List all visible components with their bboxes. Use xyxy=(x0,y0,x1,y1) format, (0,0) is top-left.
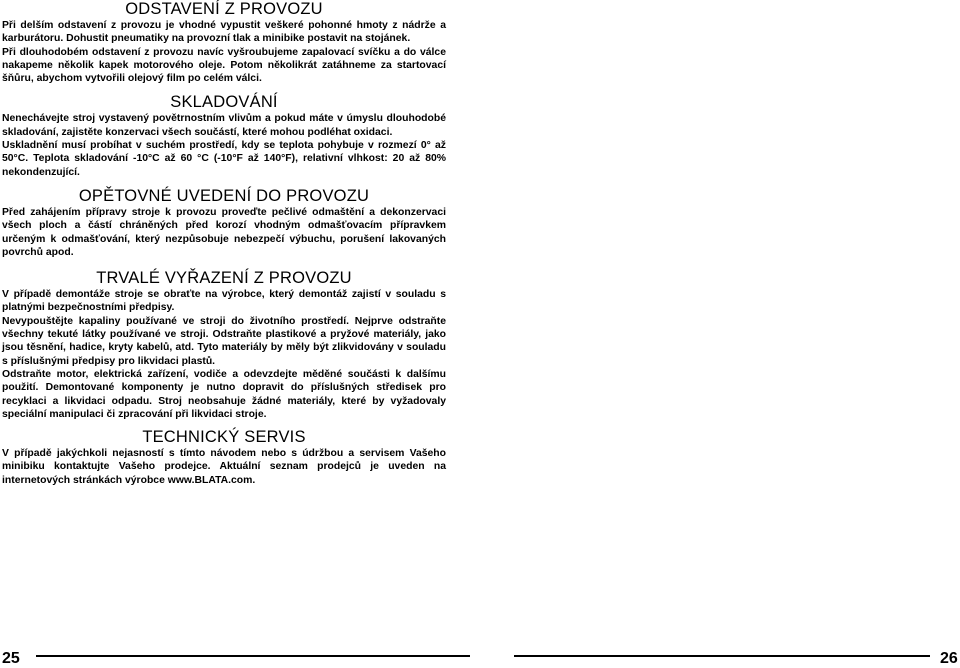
paragraph: Před zahájením přípravy stroje k provozu proveďte pečlivé odmaštění a dekonzervaci všech ploch a částí chráněných před korozí vhodným odmašťovacím přípravkem určeným k odmašťování, který nezpůsobuje nebezpečí výbuchu, porušení lakovaných povrchů apod. xyxy=(2,206,446,258)
page-number-left: 25 xyxy=(2,650,20,667)
paragraph: Nenechávejte stroj vystavený povětrnostním vlivům a pokud máte v úmyslu dlouhodobé skladování, zajistěte konzervaci všech součástí, které mohou podléhat oxidaci. xyxy=(2,113,446,138)
paragraph: Nevypouštějte kapaliny používané ve stroji do životního prostředí. Nejprve odstraňte všechny tekuté látky používané ve stroji. Odstraňte plastikové a pryžové materiály, jako jsou těsnění, hadice, kryty kabelů, atd. Tyto materiály by měly být zlikvidovány v souladu s příslušnými předpisy pro likvidaci plastů. xyxy=(2,315,446,367)
paragraph: Při dlouhodobém odstavení z provozu navíc vyšroubujeme zapalovací svíčku a do válce nakapeme několik kapek motorového oleje. Potom několikrát zatáhneme za startovací šňůru, abychom vytvořili olejový film po celém válci. xyxy=(2,46,446,85)
left-page-column xyxy=(2,0,446,487)
paragraph: V případě demontáže stroje se obraťte na výrobce, který demontáž zajistí v souladu s platnými bezpečnostními předpisy. xyxy=(2,289,446,314)
footer-rule-left xyxy=(36,655,470,657)
section-title-opetovne-uvedeni: OPĚTOVNÉ UVEDENÍ DO PROVOZU xyxy=(78,186,370,205)
section-title-skladovani: SKLADOVÁNÍ xyxy=(170,93,278,112)
paragraph: Při delším odstavení z provozu je vhodné vypustit veškeré pohonné hmoty z nádrže a karburátoru. Dohustit pneumatiky na provozní tlak a minibike postavit na stojánek. xyxy=(2,20,446,45)
footer-rule-right xyxy=(514,655,930,657)
paragraph: Odstraňte motor, elektrická zařízení, vodiče a odevzdejte měděné součásti k dalšímu použití. Demontované komponenty je nutno dopravit do příslušných středisek pro recyklaci a likvidaci odpadu. Stroj neobsahuje žádné materiály, které by vyžadovaly speciální manipulaci či zpracování při likvidaci stroje. xyxy=(2,368,446,420)
section-title-technicky-servis: TECHNICKÝ SERVIS xyxy=(142,428,306,447)
paragraph: Uskladnění musí probíhat v suchém prostředí, kdy se teplota pohybuje v rozmezí 0° až 50°C. Teplota skladování -10°C až 60 °C (-10°F až 140°F), relativní vlhkost: 20 až 80% nekondenzující. xyxy=(2,140,446,178)
paragraph: V případě jakýchkoli nejasností s tímto návodem nebo s údržbou a servisem Vašeho minibiku kontaktujte Vašeho prodejce. Aktuální seznam prodejců je uveden na internetových stránkách výrobce www.BLATA.com. xyxy=(2,448,446,486)
page-number-right: 26 xyxy=(940,650,958,667)
section-title-odstaveni: ODSTAVENÍ Z PROVOZU xyxy=(125,0,323,18)
section-title-trvale-vyrazeni: TRVALÉ VYŘAZENÍ Z PROVOZU xyxy=(96,269,352,288)
